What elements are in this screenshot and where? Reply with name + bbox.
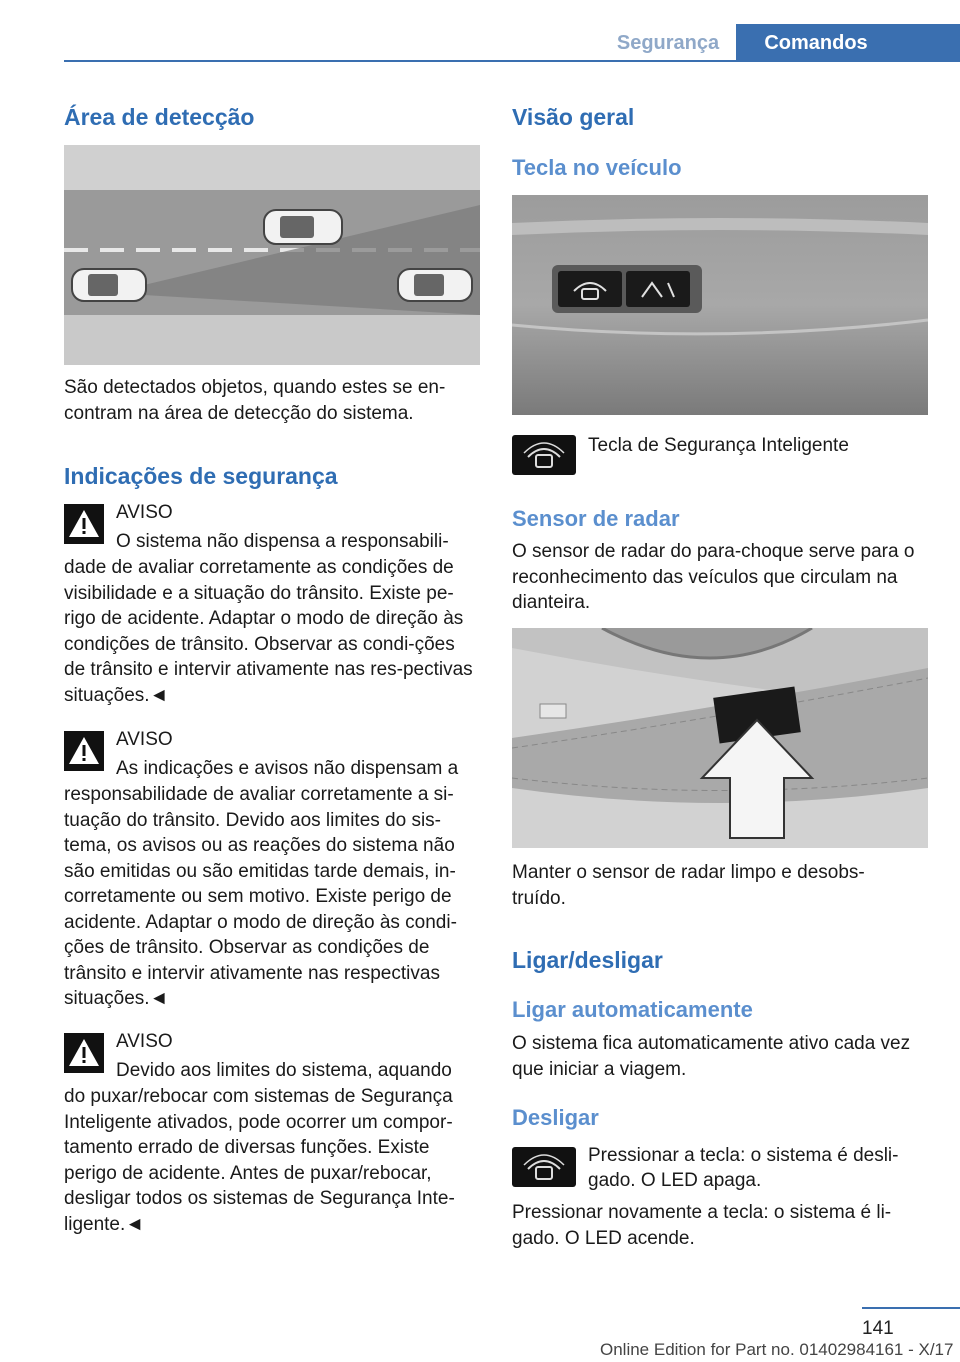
warning-text-first: As indicações e avisos não dispensam a [116,758,459,779]
warning-text: dade de avaliar corretamente as condições de visibilidade e a situação do trânsito. Existe pe-rigo de acidente. Adaptar o modo de direção às condições de trânsito. Observar as condi-ções de trânsito e intervir ativamente nas res-pectivas situações.◄ [64,557,473,706]
section-title-detection: Área de detecção [64,104,255,130]
off-text-first: Pressionar a tecla: o sistema é desli- [588,1145,899,1166]
key-caption: Tecla de Segurança Inteligente [588,435,849,456]
section-title-onoff: Ligar/desligar [512,947,663,973]
footer-rule [862,1307,960,1309]
warning-text: do puxar/rebocar com sistemas de Segurança Inteligente ativados, pode ocorrer um compor-tamento errado de diversas funções. Existe perigo de acidente. Antes de puxar/rebocar, desligar todos os sistemas de Segurança Inte-ligente.◄ [64,1086,455,1235]
subsection-title-off: Desligar [512,1105,599,1130]
auto-text: O sistema fica automaticamente ativo cada vez que iniciar a viagem. [512,1033,911,1080]
subsection-title-key: Tecla no veículo [512,155,682,180]
header-tab-seguranca[interactable]: Segurança [616,32,720,54]
detection-text: São detectados objetos, quando estes se en-contram na área de detecção do sistema. [64,377,446,424]
subsection-title-radar: Sensor de radar [512,506,680,531]
off-text-second: gado. O LED apaga. [588,1170,762,1191]
radar-caption: Manter o sensor de radar limpo e desobs-truído. [512,862,865,909]
radar-text: O sensor de radar do para-choque serve para o reconhecimento das veículos que circulam na dianteira. [512,541,915,613]
header-rule [64,60,960,62]
warning-triangle-icon [64,1033,104,1073]
section-title-safety: Indicações de segurança [64,463,338,489]
safety-key-icon [512,1147,576,1187]
detection-area-figure [64,145,480,365]
off-text-more: Pressionar novamente a tecla: o sistema é li-gado. O LED acende. [512,1202,892,1249]
header-tab-comandos[interactable]: Comandos [736,24,896,62]
footer-edition: Online Edition for Part no. 01402984161 - X/17 [600,1340,954,1359]
warning-label: AVISO [116,502,173,523]
header-tab-bar [896,24,960,62]
warning-text-first: O sistema não dispensa a responsabili- [116,531,449,552]
subsection-title-auto: Ligar automaticamente [512,997,753,1022]
warning-text-first: Devido aos limites do sistema, aquando [116,1060,452,1081]
warning-triangle-icon [64,731,104,771]
radar-sensor-figure [512,628,928,848]
warning-label: AVISO [116,1031,173,1052]
vehicle-key-figure [512,195,928,415]
warning-label: AVISO [116,729,173,750]
page-number: 141 [862,1318,894,1339]
safety-key-icon [512,435,576,475]
warning-triangle-icon [64,504,104,544]
warning-text: responsabilidade de avaliar corretamente a si-tuação do trânsito. Devido aos limites do sis-tema, os avisos ou as reações do sistema não são emitidas ou são emitidas tarde demais, in-corretamente ou sem motivo. Existe perigo de acidente. Adaptar o modo de direção às condi-ções de trânsito. Observar as condições de trânsito e intervir ativamente nas respectivas situações.◄ [64,784,457,1009]
section-title-overview: Visão geral [512,104,635,130]
